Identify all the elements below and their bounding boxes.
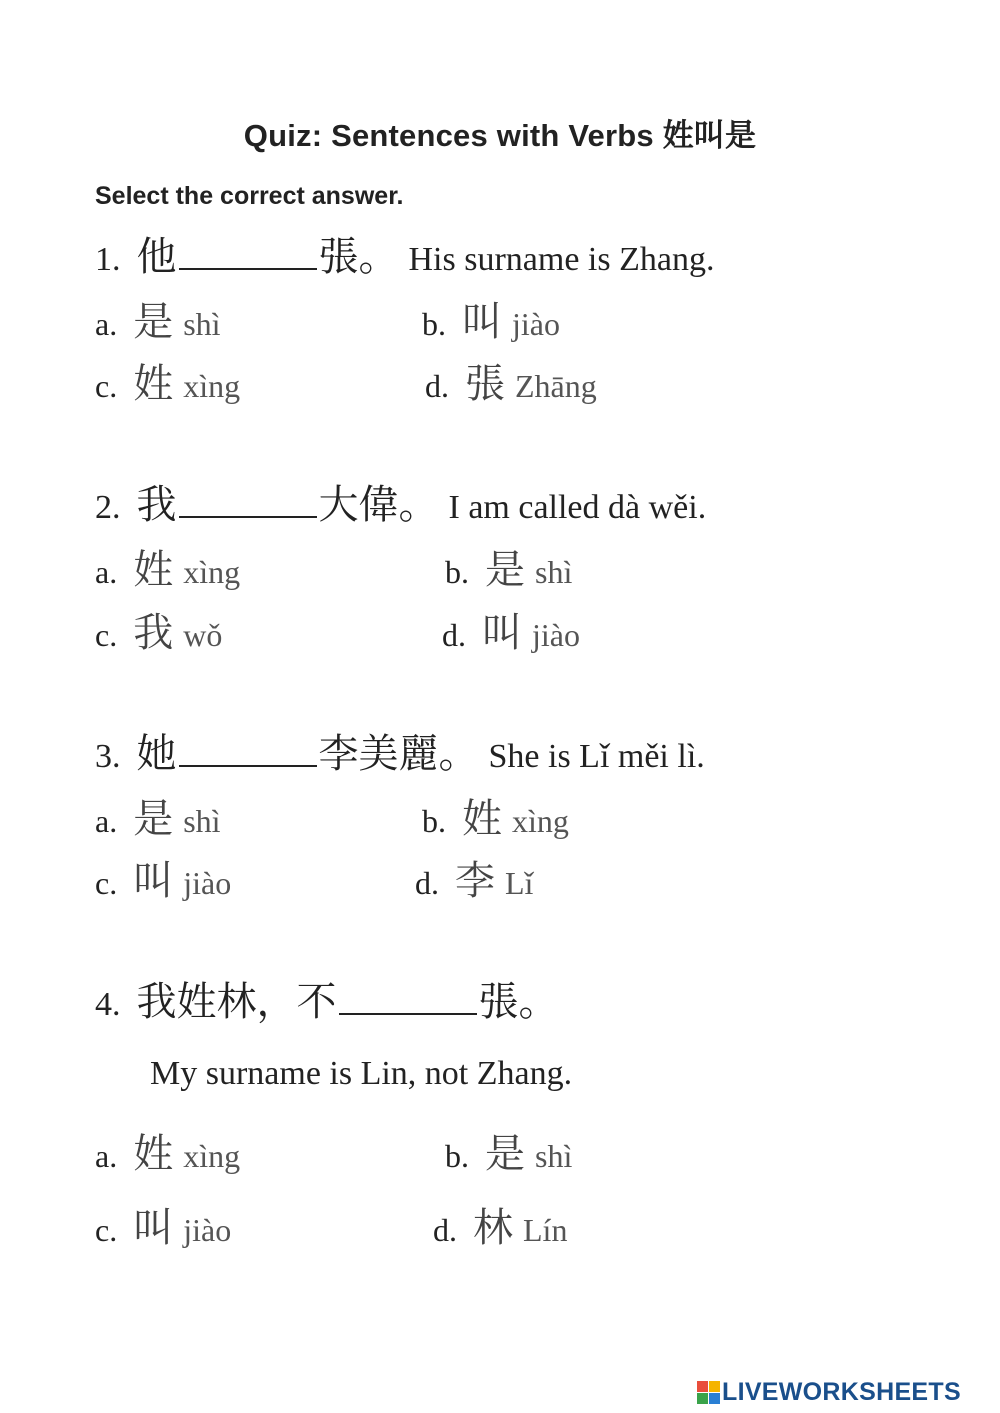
question-number: 1. — [95, 241, 121, 278]
option-letter: d. — [433, 1212, 457, 1248]
answer-blank[interactable] — [339, 977, 477, 1015]
option-letter: c. — [95, 1212, 118, 1248]
question-1 — [95, 225, 714, 282]
question-translation: My surname is Lin, not Zhang. — [150, 1055, 573, 1092]
option-letter: b. — [422, 803, 446, 839]
option-char: 叫 — [462, 299, 502, 345]
option-pinyin: shì — [535, 554, 573, 590]
option-4c[interactable] — [95, 1196, 231, 1253]
option-letter: a. — [95, 306, 118, 342]
option-pinyin: wǒ — [183, 617, 223, 653]
option-pinyin: shì — [535, 1138, 573, 1174]
liveworksheets-logo — [697, 1378, 961, 1407]
question-3 — [95, 722, 705, 779]
question-2 — [95, 473, 706, 530]
option-char: 張 — [465, 361, 505, 407]
option-4b[interactable] — [445, 1122, 572, 1179]
option-4d[interactable] — [433, 1196, 567, 1253]
option-char: 李 — [455, 858, 495, 904]
option-letter: b. — [445, 1138, 469, 1174]
option-3d[interactable] — [415, 849, 533, 906]
option-char: 我 — [133, 610, 174, 656]
option-char: 是 — [133, 299, 174, 345]
option-pinyin: Lǐ — [505, 865, 534, 901]
answer-blank[interactable] — [179, 232, 317, 270]
option-1d[interactable] — [425, 352, 597, 409]
question-after: 大偉。 — [318, 482, 439, 528]
option-letter: c. — [95, 865, 118, 901]
option-1b[interactable] — [422, 290, 560, 347]
logo-text: LIVEWORKSHEETS — [722, 1378, 961, 1406]
option-char: 姓 — [133, 547, 174, 593]
option-letter: d. — [442, 617, 466, 653]
option-3c[interactable] — [95, 849, 231, 906]
question-number: 4. — [95, 986, 121, 1023]
question-translation: She is Lǐ měi lì. — [488, 738, 705, 775]
option-letter: b. — [422, 306, 446, 342]
option-letter: c. — [95, 617, 118, 653]
question-translation: I am called dà wěi. — [448, 489, 707, 526]
option-pinyin: xìng — [183, 1138, 241, 1174]
option-2a[interactable] — [95, 538, 240, 595]
answer-blank[interactable] — [179, 480, 317, 518]
option-1c[interactable] — [95, 352, 240, 409]
option-4a[interactable] — [95, 1122, 240, 1179]
question-number: 2. — [95, 489, 121, 526]
option-2c[interactable] — [95, 601, 222, 658]
option-3b[interactable] — [422, 787, 569, 844]
option-char: 姓 — [133, 1131, 174, 1177]
question-4 — [95, 970, 559, 1027]
question-after: 張。 — [318, 234, 399, 280]
option-pinyin: jiào — [512, 306, 560, 342]
option-pinyin: xìng — [512, 803, 569, 839]
option-char: 林 — [473, 1205, 513, 1251]
option-letter: d. — [425, 368, 449, 404]
question-number: 3. — [95, 738, 121, 775]
quiz-title: Quiz: Sentences with Verbs 姓叫是 — [243, 118, 757, 153]
option-pinyin: Lín — [523, 1212, 568, 1248]
option-char: 姓 — [133, 361, 174, 407]
question-before: 他 — [136, 234, 177, 280]
option-char: 叫 — [133, 858, 174, 904]
option-pinyin: xìng — [183, 554, 241, 590]
question-before: 我姓林，不 — [136, 979, 337, 1025]
option-letter: d. — [415, 865, 439, 901]
option-letter: a. — [95, 554, 118, 590]
question-before: 她 — [136, 731, 177, 777]
option-pinyin: jiào — [183, 1212, 232, 1248]
option-letter: a. — [95, 1138, 118, 1174]
option-pinyin: shì — [183, 306, 221, 342]
option-char: 是 — [485, 1131, 525, 1177]
option-char: 叫 — [482, 610, 522, 656]
answer-blank[interactable] — [179, 729, 317, 767]
option-pinyin: jiào — [183, 865, 232, 901]
option-letter: b. — [445, 554, 469, 590]
question-after: 張。 — [478, 979, 559, 1025]
option-3a[interactable] — [95, 787, 221, 844]
option-2d[interactable] — [442, 601, 580, 658]
logo-blocks-icon — [697, 1381, 720, 1404]
question-before: 我 — [136, 482, 177, 528]
option-pinyin: shì — [183, 803, 221, 839]
option-letter: c. — [95, 368, 118, 404]
option-char: 是 — [485, 547, 525, 593]
option-letter: a. — [95, 803, 118, 839]
option-pinyin: jiào — [532, 617, 580, 653]
question-after: 李美麗。 — [318, 731, 479, 777]
option-1a[interactable] — [95, 290, 221, 347]
option-char: 是 — [133, 796, 174, 842]
option-char: 姓 — [462, 796, 502, 842]
question-translation: His surname is Zhang. — [408, 241, 715, 278]
option-pinyin: xìng — [183, 368, 241, 404]
option-2b[interactable] — [445, 538, 572, 595]
option-char: 叫 — [133, 1205, 174, 1251]
instruction-text: Select the correct answer. — [95, 182, 404, 210]
option-pinyin: Zhāng — [515, 368, 597, 404]
